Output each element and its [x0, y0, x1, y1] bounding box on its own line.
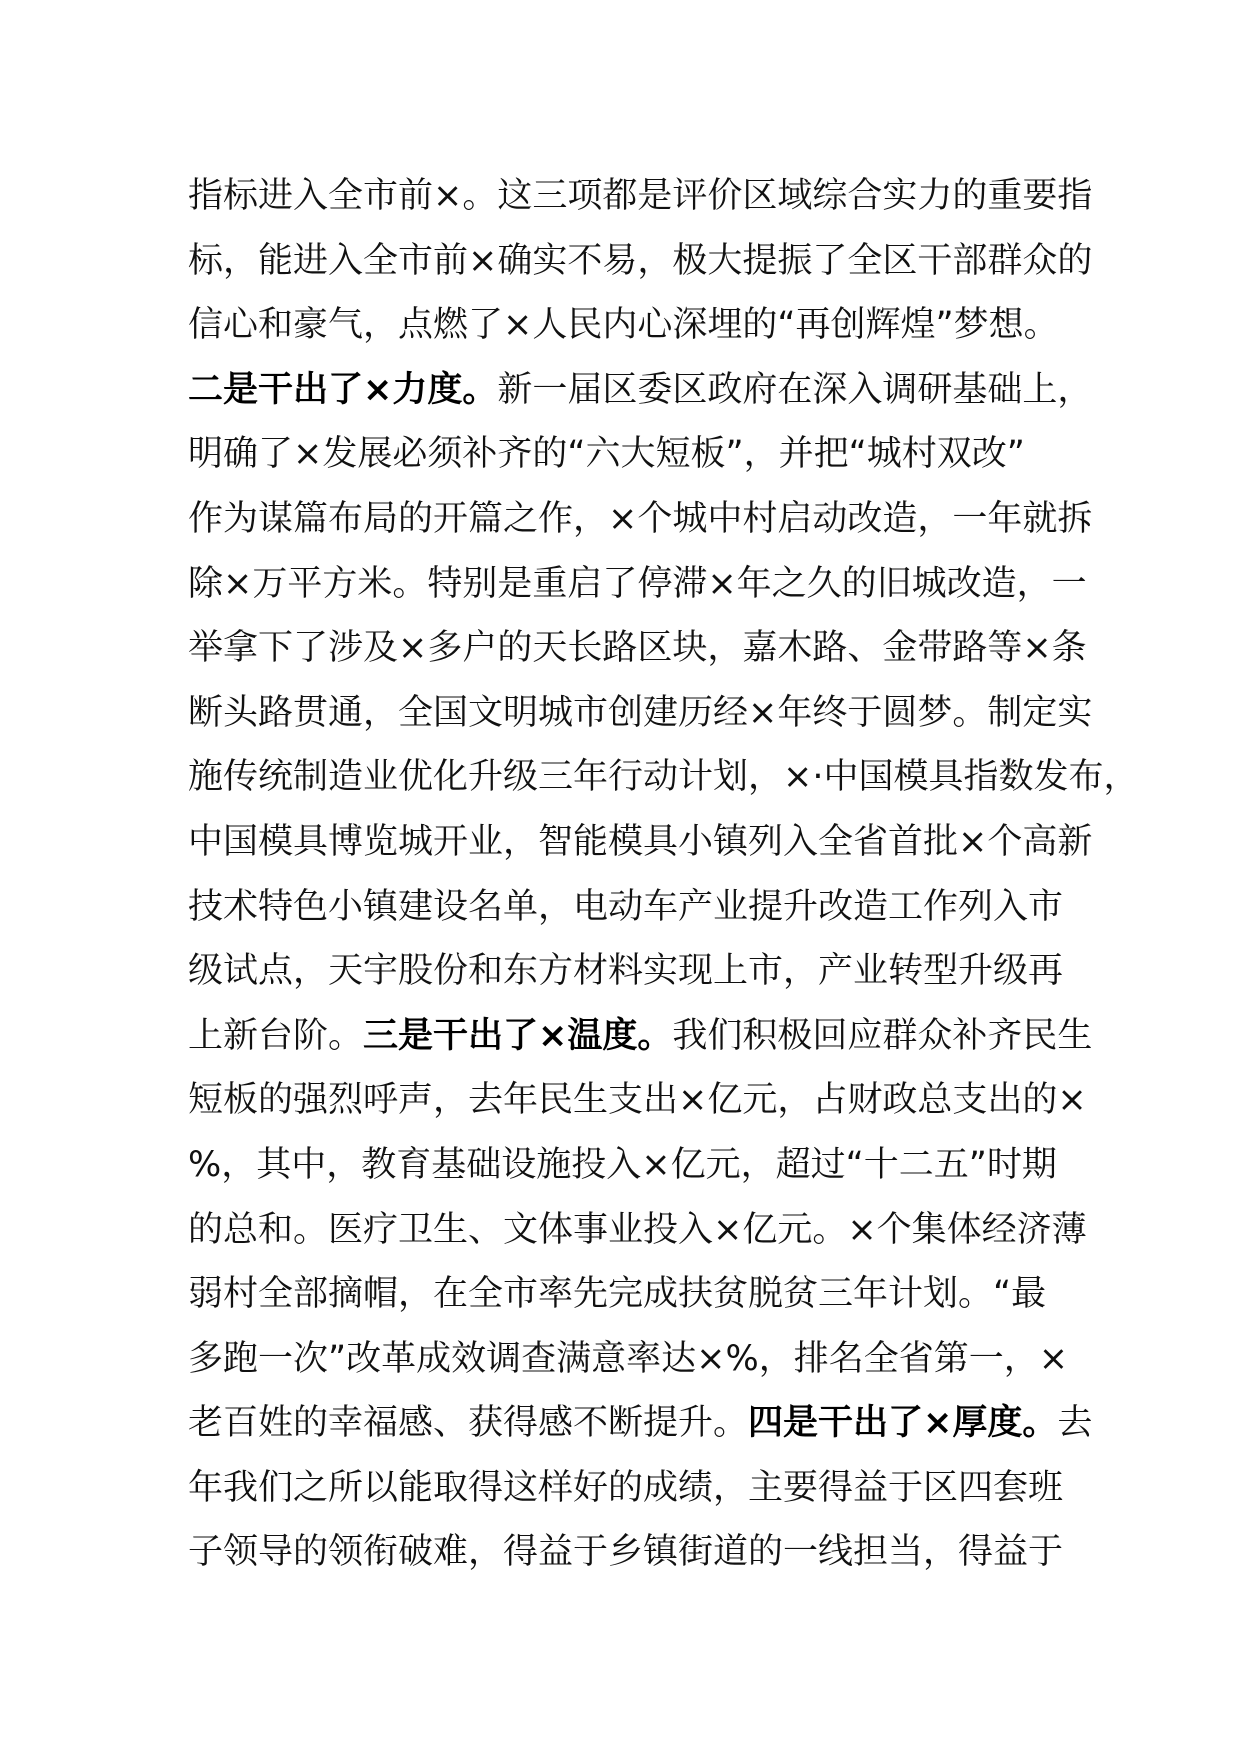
text-line: [188, 229, 1093, 294]
text-line: [188, 1262, 1088, 1327]
text-line: [188, 1520, 1088, 1585]
text-span: 去: [1057, 1403, 1093, 1444]
text-span: 多跑一次”改革成效调查满意率达×%，排名全省第一，×: [188, 1338, 1069, 1379]
text-span: 指标进入全市前×。这三项都是评价区域综合实力的重要指: [188, 176, 1093, 216]
text-line: [188, 681, 1093, 746]
body-text: [188, 164, 1139, 1585]
text-line: [188, 293, 1088, 358]
text-line: [188, 1391, 1093, 1456]
text-line: [188, 616, 1088, 681]
text-span: 施传统制造业优化升级三年行动计划，×·中国模具指数发布，: [188, 757, 1139, 798]
bold-heading-span: 三是干出了×温度。: [363, 1015, 673, 1056]
text-line: [188, 1068, 1088, 1133]
text-line: [188, 1198, 1088, 1263]
bold-heading-span: 四是干出了×厚度。: [748, 1403, 1058, 1444]
text-line: [188, 810, 1093, 875]
text-span: 信心和豪气，点燃了×人民内心深埋的“再创辉煌”梦想。: [188, 305, 1059, 346]
text-span: 除×万平方米。特别是重启了停滞×年之久的旧城改造，一: [188, 563, 1087, 604]
text-span: 弱村全部摘帽，在全市率先完成扶贫脱贫三年计划。“最: [188, 1274, 1047, 1315]
text-line: [188, 164, 1093, 229]
text-span: 年我们之所以能取得这样好的成绩，主要得益于区四套班: [188, 1467, 1064, 1508]
text-span: 老百姓的幸福感、获得感不断提升。: [188, 1403, 749, 1444]
text-line: [188, 745, 1139, 810]
text-line: [188, 875, 1088, 940]
text-line: [188, 552, 1088, 617]
text-span: 子领导的领衔破难，得益于乡镇街道的一线担当，得益于: [188, 1532, 1064, 1573]
text-line: [188, 1456, 1088, 1521]
text-span: %，其中，教育基础设施投入×亿元，超过“十二五”时期: [188, 1144, 1057, 1185]
text-span: 明确了×发展必须补齐的“六大短板”，并把“城村双改”: [188, 434, 1025, 475]
text-span: 的总和。医疗卫生、文体事业投入×亿元。×个集体经济薄: [188, 1209, 1087, 1250]
bold-heading-span: 二是干出了×力度。: [188, 369, 498, 410]
text-span: 级试点，天宇股份和东方材料实现上市，产业转型升级再: [188, 951, 1064, 992]
text-span: 短板的强烈呼声，去年民生支出×亿元，占财政总支出的×: [188, 1080, 1087, 1121]
text-span: 新一届区委区政府在深入调研基础上，: [497, 369, 1093, 410]
text-line: [188, 1327, 1088, 1392]
text-span: 标，能进入全市前×确实不易，极大提振了全区干部群众的: [188, 240, 1093, 281]
text-line: [188, 1133, 1088, 1198]
text-span: 作为谋篇布局的开篇之作，×个城中村启动改造，一年就拆: [188, 498, 1093, 539]
text-line: [188, 422, 1088, 487]
text-span: 技术特色小镇建设名单，电动车产业提升改造工作列入市: [188, 886, 1064, 927]
text-line: [188, 358, 1093, 423]
text-line: [188, 939, 1088, 1004]
text-span: 中国模具博览城开业，智能模具小镇列入全省首批×个高新: [188, 821, 1093, 862]
text-line: [188, 1004, 1093, 1069]
text-span: 举拿下了涉及×多户的天长路区块，嘉木路、金带路等×条: [188, 628, 1087, 669]
text-line: [188, 487, 1093, 552]
text-span: 断头路贯通，全国文明城市创建历经×年终于圆梦。制定实: [188, 692, 1093, 733]
text-span: 我们积极回应群众补齐民生: [672, 1015, 1093, 1056]
text-span: 上新台阶。: [188, 1015, 364, 1056]
